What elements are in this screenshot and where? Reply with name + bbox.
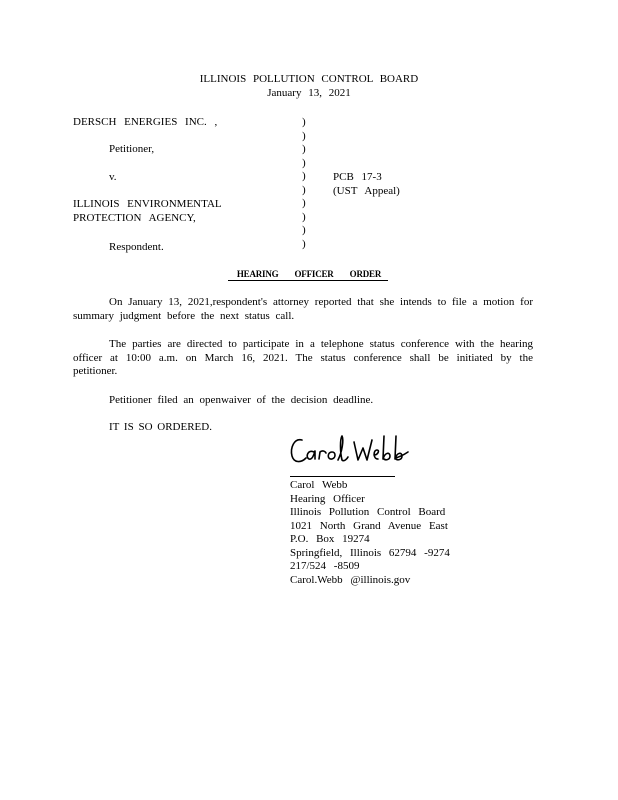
paren: ) <box>302 116 306 128</box>
petitioner-label: Petitioner, <box>109 143 155 155</box>
paragraph-text: The parties are directed to participate in a telephone status conference with the hearing officer at 10:00 a.m. on March 16, 2021. The status conference shall be initiated by the petitioner. <box>73 338 533 377</box>
order-title-underline <box>228 280 388 281</box>
respondent-name-line1: ILLINOIS ENVIRONMENTAL <box>73 198 222 210</box>
signer-city: Springfield, Illinois 62794 -9274 <box>290 546 450 559</box>
signer-title: Hearing Officer <box>290 492 365 505</box>
paren: ) <box>302 197 306 209</box>
paragraph-text: On January 13, 2021,respondent's attorney reported that she intends to file a motion for summary judgment before the next status call. <box>73 296 533 322</box>
signer-name: Carol Webb <box>290 479 348 491</box>
paren: ) <box>302 170 306 182</box>
signer-email: Carol.Webb @illinois.gov <box>290 573 411 586</box>
handwritten-signature <box>288 430 418 476</box>
versus-label: v. <box>109 171 117 183</box>
signer-po-box: P.O. Box 19274 <box>290 533 370 545</box>
board-name: ILLINOIS POLLUTION CONTROL BOARD <box>199 73 419 85</box>
paragraph-status-report <box>73 296 533 323</box>
paragraph-status-conference <box>73 338 533 379</box>
paren: ) <box>302 129 306 142</box>
paren: ) <box>302 156 306 169</box>
case-type: (UST Appeal) <box>333 185 400 197</box>
order-title: HEARING OFFICER ORDER <box>236 269 382 279</box>
signer-org: Illinois Pollution Control Board <box>290 506 446 518</box>
signer-phone: 217/524 -8509 <box>290 560 360 572</box>
case-number: PCB 17-3 <box>333 171 382 183</box>
respondent-name-line2: PROTECTION AGENCY, <box>73 212 196 224</box>
paren: ) <box>302 224 306 236</box>
paren: ) <box>302 143 306 155</box>
paren: ) <box>302 237 306 250</box>
signer-street: 1021 North Grand Avenue East <box>290 519 448 532</box>
paragraph-text: Petitioner filed an openwaiver of the decision deadline. <box>109 394 374 406</box>
paragraph-waiver <box>73 394 533 408</box>
respondent-label: Respondent. <box>109 241 164 253</box>
caption-parens <box>302 116 312 251</box>
petitioner-name: DERSCH ENERGIES INC. , <box>73 116 218 128</box>
signature-line <box>290 476 395 477</box>
order-date: January 13, 2021 <box>267 87 351 99</box>
paren: ) <box>302 183 306 196</box>
paragraph-text: IT IS SO ORDERED. <box>109 421 212 433</box>
paren: ) <box>302 210 306 223</box>
signature-block <box>290 479 450 587</box>
